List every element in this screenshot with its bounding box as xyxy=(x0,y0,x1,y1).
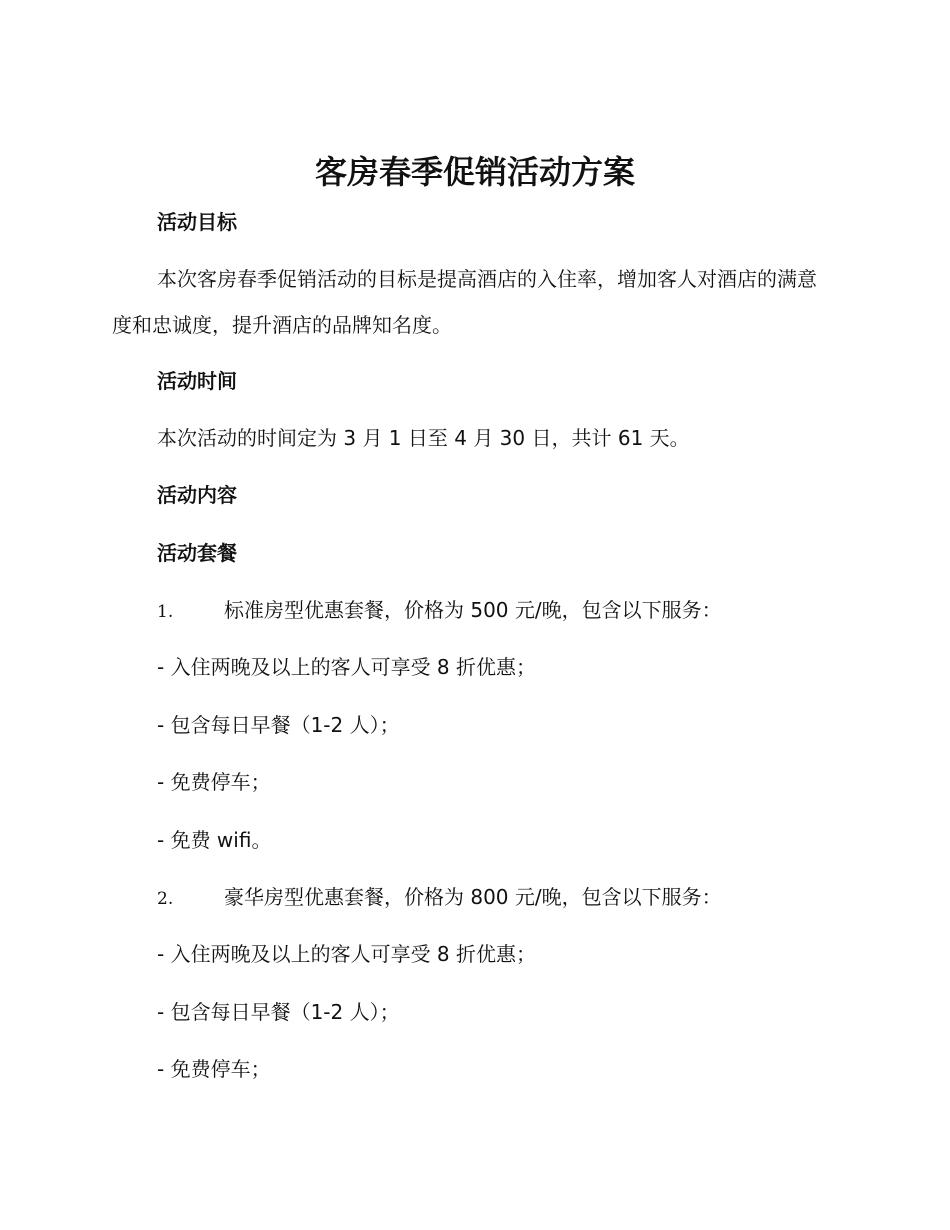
service-item: - 包含每日早餐（1-2 人）； xyxy=(157,713,400,737)
section-heading-packages: 活动套餐 xyxy=(157,541,237,565)
section-heading-content: 活动内容 xyxy=(157,483,237,507)
service-item: - 包含每日早餐（1-2 人）； xyxy=(157,1000,400,1024)
service-item: - 入住两晚及以上的客人可享受 8 折优惠； xyxy=(157,655,537,679)
package-item xyxy=(157,595,722,627)
section-heading-time: 活动时间 xyxy=(157,369,237,393)
goal-paragraph: 本次客房春季促销活动的目标是提高酒店的入住率，增加客人对酒店的满意度和忠诚度，提升酒店的品牌知名度。 xyxy=(112,267,817,337)
document-title: 客房春季促销活动方案 xyxy=(314,153,635,191)
service-item: - 免费停车； xyxy=(157,1057,271,1081)
service-item: - 免费停车； xyxy=(157,770,271,794)
time-paragraph: 本次活动的时间定为 3 月 1 日至 4 月 30 日，共计 61 天。 xyxy=(157,426,690,450)
package-description: 豪华房型优惠套餐，价格为 800 元/晚，包含以下服务： xyxy=(224,885,722,909)
list-number: 1. xyxy=(157,602,174,622)
service-item: - 免费 wifi。 xyxy=(157,828,272,852)
package-item xyxy=(157,882,722,914)
service-item: - 入住两晚及以上的客人可享受 8 折优惠； xyxy=(157,942,537,966)
section-heading-goal: 活动目标 xyxy=(157,210,237,234)
package-description: 标准房型优惠套餐，价格为 500 元/晚，包含以下服务： xyxy=(224,598,722,622)
list-number: 2. xyxy=(157,889,174,909)
